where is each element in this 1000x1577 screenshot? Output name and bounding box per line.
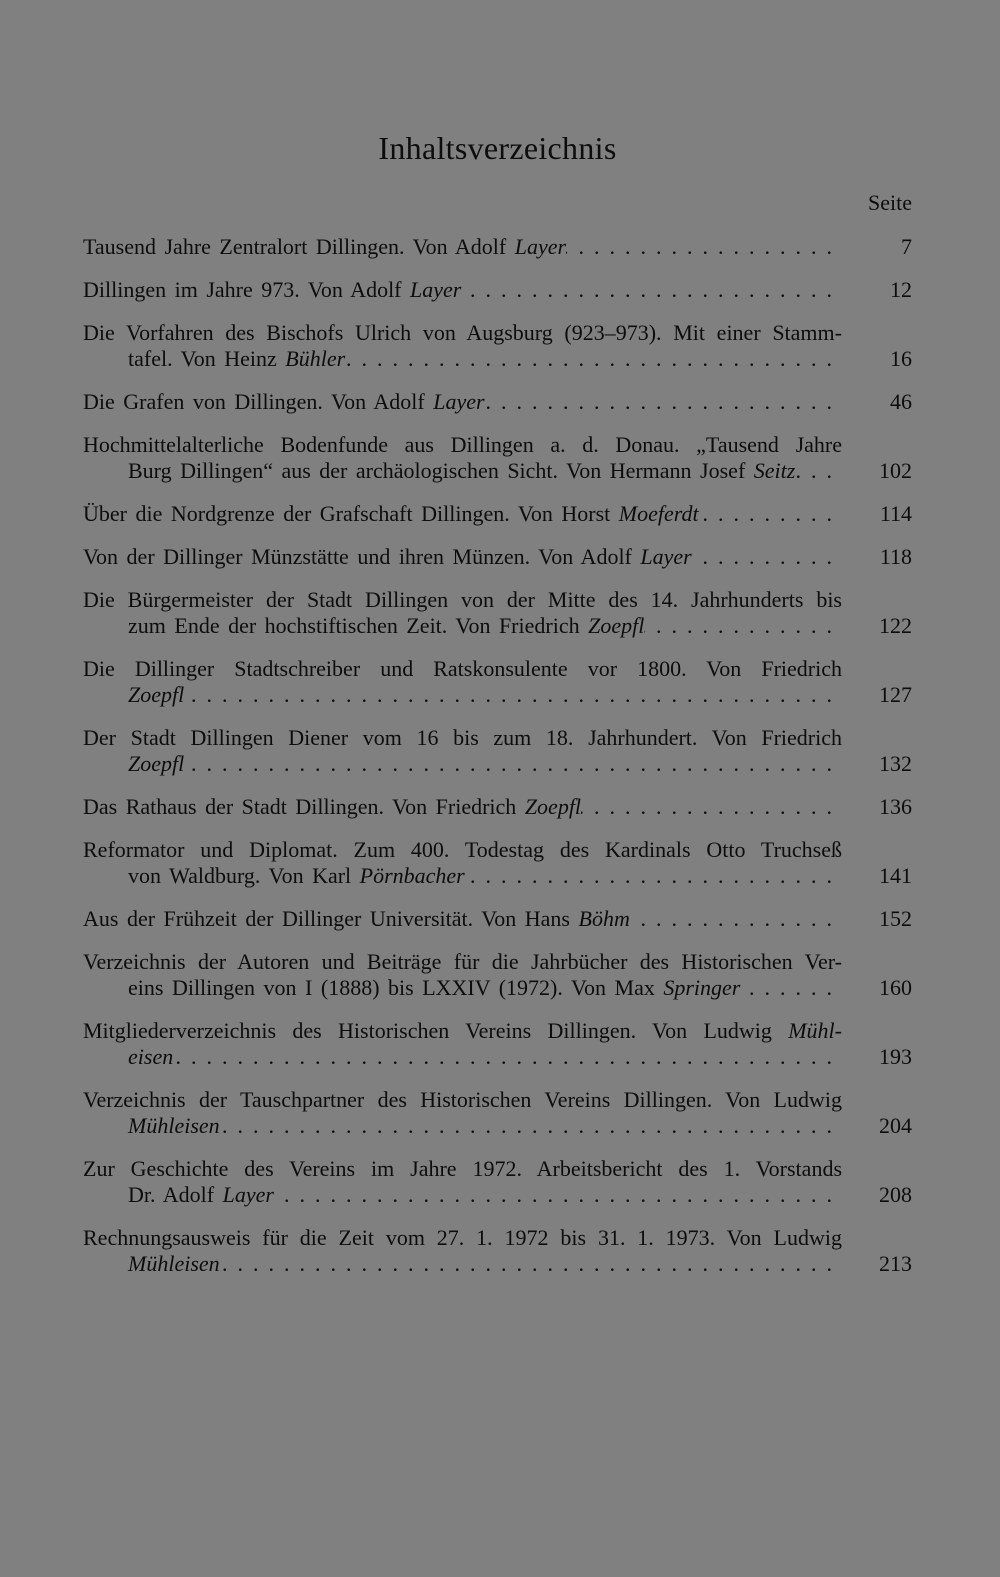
toc-entry-author: Mühleisen xyxy=(128,1113,220,1138)
toc-entry-text xyxy=(83,277,842,303)
dot-leader xyxy=(740,975,842,1001)
toc-entry xyxy=(83,1018,912,1070)
dot-leader xyxy=(566,234,842,260)
toc-entry-page: 7 xyxy=(901,234,912,259)
toc-entry-line xyxy=(83,751,912,777)
toc-entry-line xyxy=(83,1018,912,1044)
toc-entry-title: Von der Dillinger Münzstätte und ihren Münzen. Von Adolf xyxy=(83,544,641,569)
toc-entry-line xyxy=(83,906,912,932)
toc-entry-line xyxy=(83,837,912,863)
toc-entry-title: Über die Nordgrenze der Grafschaft Dillingen. Von Horst xyxy=(83,501,619,526)
toc-entry-line xyxy=(83,949,912,975)
toc-entry-line xyxy=(83,656,912,682)
toc-entry-line xyxy=(83,587,912,613)
toc-entry-page: 136 xyxy=(879,794,912,819)
toc-entry-text xyxy=(83,656,842,682)
toc-entry-page: 102 xyxy=(879,458,912,483)
toc-entry-line xyxy=(83,1156,912,1182)
toc-entry-text xyxy=(83,1113,842,1139)
toc-entry-text xyxy=(83,975,842,1001)
toc-entry-line xyxy=(83,975,912,1001)
toc-entry xyxy=(83,234,912,260)
toc-entry-line xyxy=(83,501,912,527)
toc-entry-title: zum Ende der hochstiftischen Zeit. Von Friedrich xyxy=(128,613,589,638)
toc-entry-title: Burg Dillingen“ aus der archäologischen Sicht. Von Hermann Josef xyxy=(128,458,754,483)
toc-entry-text xyxy=(83,389,842,415)
toc-entry-heading xyxy=(128,1251,220,1277)
toc-entry-text xyxy=(83,682,842,708)
dot-leader xyxy=(699,501,842,527)
toc-entry-heading xyxy=(83,544,692,570)
toc-entry xyxy=(83,794,912,820)
toc-entry-text xyxy=(83,1087,842,1113)
toc-entry-text xyxy=(83,320,842,346)
toc-entry xyxy=(83,544,912,570)
toc-entry-page: 114 xyxy=(879,501,912,526)
toc-entry-line xyxy=(83,277,912,303)
toc-entry-text xyxy=(83,458,842,484)
toc-entry-text xyxy=(83,906,842,932)
toc-entry-text xyxy=(83,1044,842,1070)
toc-entry-text xyxy=(83,613,842,639)
toc-entry-line xyxy=(83,1044,912,1070)
toc-entry-text xyxy=(83,949,842,975)
toc-entry-text xyxy=(83,1018,842,1044)
toc-entry-line xyxy=(83,794,912,820)
dot-leader xyxy=(220,1113,842,1139)
toc-entry xyxy=(83,277,912,303)
toc-entry-page: 16 xyxy=(890,346,912,371)
toc-entry xyxy=(83,389,912,415)
toc-entry-text xyxy=(83,346,842,372)
toc-entry-title: Hochmittelalterliche Bodenfunde aus Dillingen a. d. Donau. „Tausend Jahre xyxy=(83,432,842,457)
toc-entry-page: 122 xyxy=(879,613,912,638)
toc-entry-heading xyxy=(128,975,740,1001)
toc-entry-heading xyxy=(128,613,644,639)
toc-entry-title: Verzeichnis der Autoren und Beiträge für die Jahrbücher des Historischen Ver- xyxy=(83,949,842,974)
dot-leader xyxy=(461,277,842,303)
toc-entry-text xyxy=(83,725,842,751)
toc-entry xyxy=(83,1087,912,1139)
dot-leader xyxy=(644,613,842,639)
toc-entry-author: Bühler xyxy=(285,346,346,371)
toc-entry-line xyxy=(83,1113,912,1139)
toc-entry-author: Moeferdt xyxy=(618,501,699,526)
toc-entry-text xyxy=(83,1156,842,1182)
toc-entry-author: Zoepfl xyxy=(128,751,185,776)
toc-entry-line xyxy=(83,389,912,415)
toc-entry-page: 118 xyxy=(879,544,912,569)
toc-entry-author: Zoepfl xyxy=(524,794,582,819)
toc-entry-page: 160 xyxy=(879,975,912,1000)
toc-entry-line xyxy=(83,234,912,260)
toc-entry-line xyxy=(83,613,912,639)
toc-entry-author: Layer xyxy=(514,234,567,259)
dot-leader xyxy=(465,863,842,889)
dot-leader xyxy=(345,346,842,372)
toc-entry-author: Böhm xyxy=(578,906,630,931)
dot-leader xyxy=(173,1044,842,1070)
dot-leader xyxy=(581,794,842,820)
toc-entry-page: 208 xyxy=(879,1182,912,1207)
toc-entry-author: eisen xyxy=(128,1044,174,1069)
toc-entry xyxy=(83,906,912,932)
toc-entry-text xyxy=(83,544,842,570)
toc-entry-line xyxy=(83,1182,912,1208)
toc-entry-page: 12 xyxy=(890,277,912,302)
dot-leader xyxy=(184,751,842,777)
toc-entry-author: Zoepfl xyxy=(588,613,645,638)
toc-entry-title: Tausend Jahre Zentralort Dillingen. Von Adolf xyxy=(83,234,515,259)
toc-entry-title: Dr. Adolf xyxy=(128,1182,223,1207)
toc-entry-line xyxy=(83,725,912,751)
toc-entry-heading xyxy=(128,863,465,889)
toc-entry-heading xyxy=(128,346,345,372)
toc-entry-title: eins Dillingen von I (1888) bis LXXIV (1972). Von Max xyxy=(128,975,664,1000)
toc-entry-heading xyxy=(128,1044,173,1070)
toc-entry-text xyxy=(83,587,842,613)
toc-entry-title: Reformator und Diplomat. Zum 400. Todestag des Kardinals Otto Truchseß xyxy=(83,837,842,862)
dot-leader xyxy=(485,389,842,415)
dot-leader xyxy=(220,1251,842,1277)
toc-entry xyxy=(83,501,912,527)
toc-entry xyxy=(83,1156,912,1208)
toc-entry-line xyxy=(83,544,912,570)
toc-entry-text xyxy=(83,1182,842,1208)
toc-entry-heading xyxy=(83,389,485,415)
dot-leader xyxy=(274,1182,842,1208)
toc-entry-author: Layer xyxy=(433,389,485,414)
dot-leader xyxy=(184,682,842,708)
toc-entry-line xyxy=(83,863,912,889)
toc-entry-title: Das Rathaus der Stadt Dillingen. Von Friedrich xyxy=(83,794,525,819)
toc-entry-title: Verzeichnis der Tauschpartner des Historischen Vereins Dillingen. Von Ludwig xyxy=(83,1087,842,1112)
toc-entry-text xyxy=(83,794,842,820)
toc-entry-title: Rechnungsausweis für die Zeit vom 27. 1. 1972 bis 31. 1. 1973. Von Ludwig xyxy=(83,1225,842,1250)
toc-entry xyxy=(83,1225,912,1277)
toc-entry-heading xyxy=(83,501,699,527)
toc-entry-title: von Waldburg. Von Karl xyxy=(128,863,360,888)
toc-entry-author: Layer xyxy=(640,544,692,569)
table-of-contents xyxy=(83,234,912,1294)
toc-entry-title: Mitgliederverzeichnis des Historischen Vereins Dillingen. Von Ludwig xyxy=(83,1018,789,1043)
toc-entry-text xyxy=(83,837,842,863)
toc-entry-title: Der Stadt Dillingen Diener vom 16 bis zum 18. Jahrhundert. Von Friedrich xyxy=(83,725,842,750)
toc-entry-line xyxy=(83,432,912,458)
toc-entry-title: tafel. Von Heinz xyxy=(128,346,286,371)
toc-entry-text xyxy=(83,1251,842,1277)
toc-entry-heading xyxy=(83,234,566,260)
toc-entry-heading xyxy=(128,458,795,484)
toc-entry-line xyxy=(83,346,912,372)
toc-entry-line xyxy=(83,1251,912,1277)
toc-entry-page: 204 xyxy=(879,1113,912,1138)
toc-entry xyxy=(83,725,912,777)
toc-entry-page: 213 xyxy=(879,1251,912,1276)
toc-entry-heading xyxy=(128,751,184,777)
toc-entry-title: Die Grafen von Dillingen. Von Adolf xyxy=(83,389,434,414)
toc-entry-page: 193 xyxy=(879,1044,912,1069)
page-title: Inhaltsverzeichnis xyxy=(378,130,617,166)
toc-entry-title: Die Dillinger Stadtschreiber und Ratskonsulente vor 1800. Von Friedrich xyxy=(83,656,842,681)
toc-entry-text xyxy=(83,863,842,889)
dot-leader xyxy=(795,458,842,484)
toc-entry-author: Mühleisen xyxy=(128,1251,220,1276)
toc-entry xyxy=(83,320,912,372)
toc-entry-line xyxy=(83,320,912,346)
toc-entry-text xyxy=(83,751,842,777)
toc-entry-page: 141 xyxy=(879,863,912,888)
toc-entry-text xyxy=(83,234,842,260)
toc-entry-page: 132 xyxy=(879,751,912,776)
toc-entry-line xyxy=(83,1087,912,1113)
toc-entry-text xyxy=(83,432,842,458)
toc-entry-author: Layer xyxy=(222,1182,274,1207)
dot-leader xyxy=(630,906,842,932)
toc-entry-heading xyxy=(128,1182,274,1208)
toc-entry-author: Zoepfl xyxy=(128,682,185,707)
toc-entry-page: 152 xyxy=(879,906,912,931)
toc-entry-line xyxy=(83,458,912,484)
toc-entry-heading xyxy=(128,1113,220,1139)
toc-entry-page: 127 xyxy=(879,682,912,707)
toc-entry-text xyxy=(83,501,842,527)
toc-entry xyxy=(83,587,912,639)
toc-entry-title: Die Vorfahren des Bischofs Ulrich von Augsburg (923–973). Mit einer Stamm- xyxy=(83,320,842,345)
toc-entry-title: Die Bürgermeister der Stadt Dillingen von der Mitte des 14. Jahrhunderts bis xyxy=(83,587,842,612)
toc-entry-heading xyxy=(83,794,581,820)
toc-entry-author: Seitz xyxy=(753,458,796,483)
toc-entry-line xyxy=(83,682,912,708)
toc-entry xyxy=(83,949,912,1001)
dot-leader xyxy=(692,544,842,570)
toc-entry xyxy=(83,656,912,708)
toc-entry-text xyxy=(83,1225,842,1251)
toc-entry-heading xyxy=(83,277,461,303)
toc-entry-title: Dillingen im Jahre 973. Von Adolf xyxy=(83,277,411,302)
toc-entry-author: Springer xyxy=(663,975,741,1000)
toc-entry-heading xyxy=(128,682,184,708)
toc-entry-title: Zur Geschichte des Vereins im Jahre 1972. Arbeitsbericht des 1. Vorstands xyxy=(83,1156,842,1181)
toc-entry-author: Pörnbacher xyxy=(359,863,465,888)
toc-entry-author: Layer xyxy=(410,277,462,302)
toc-entry-author: Mühl- xyxy=(788,1018,842,1043)
toc-entry-heading xyxy=(83,906,630,932)
page-column-label: Seite xyxy=(868,190,912,215)
toc-entry xyxy=(83,432,912,484)
toc-entry-line xyxy=(83,1225,912,1251)
toc-entry xyxy=(83,837,912,889)
toc-entry-page: 46 xyxy=(890,389,912,414)
toc-entry-title: Aus der Frühzeit der Dillinger Universität. Von Hans xyxy=(83,906,579,931)
